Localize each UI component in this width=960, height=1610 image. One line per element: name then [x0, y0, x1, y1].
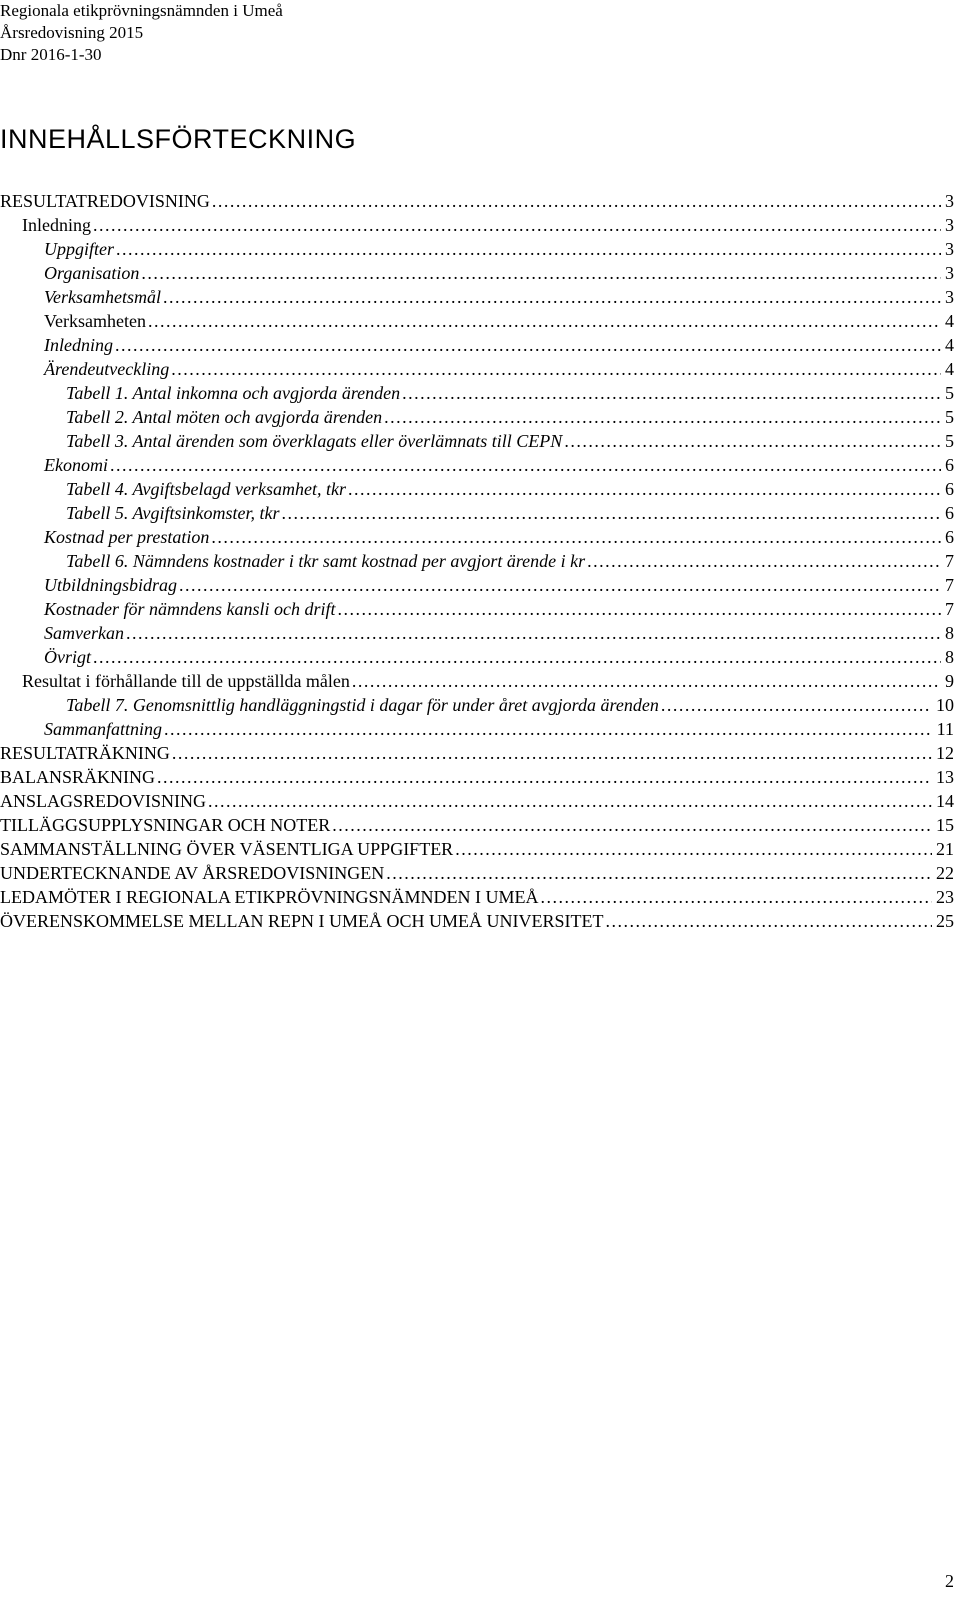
toc-entry-page: 5 [941, 381, 960, 405]
toc-dot-leader [148, 309, 941, 333]
toc-dot-leader [605, 909, 932, 933]
document-header [0, 0, 283, 66]
toc-entry-page: 25 [932, 909, 960, 933]
toc-entry-label: TILLÄGGSUPPLYSNINGAR OCH NOTER [0, 815, 331, 835]
toc-dot-leader [172, 741, 932, 765]
toc-dot-leader [332, 813, 932, 837]
header-report-title: Årsredovisning 2015 [0, 23, 144, 42]
toc-entry-label: Kostnader för nämndens kansli och drift [44, 599, 336, 619]
toc-dot-leader [179, 573, 941, 597]
toc-entry-label: Ekonomi [44, 455, 108, 475]
toc-entry-label: Tabell 6. Nämndens kostnader i tkr samt kostnad per avgjort ärende i kr [66, 551, 586, 571]
toc-entry-label: Inledning [22, 215, 91, 235]
toc-entry-label: Tabell 3. Antal ärenden som överklagats eller överlämnats till CEPN [66, 431, 563, 451]
toc-entry-page: 21 [932, 837, 960, 861]
toc-entry[interactable] [0, 333, 960, 357]
toc-dot-leader [93, 645, 941, 669]
toc-entry[interactable] [0, 885, 960, 909]
toc-entry-page: 3 [941, 213, 960, 237]
toc-entry-page: 4 [941, 333, 960, 357]
toc-entry-page: 3 [941, 285, 960, 309]
toc-entry-label: RESULTATREDOVISNING [0, 191, 210, 211]
toc-entry[interactable] [0, 213, 960, 237]
toc-dot-leader [141, 261, 941, 285]
toc-entry[interactable] [0, 501, 960, 525]
toc-entry[interactable] [0, 717, 960, 741]
toc-dot-leader [564, 429, 941, 453]
toc-entry-page: 15 [932, 813, 960, 837]
toc-entry-label: Kostnad per prestation [44, 527, 210, 547]
header-registration-number: Dnr 2016-1-30 [0, 45, 102, 64]
toc-entry[interactable] [0, 621, 960, 645]
toc-entry-page: 13 [932, 765, 960, 789]
toc-dot-leader [211, 525, 941, 549]
toc-entry-label: Verksamhetsmål [44, 287, 161, 307]
toc-entry-label: Ärendeutveckling [44, 359, 170, 379]
toc-entry-label: ANSLAGSREDOVISNING [0, 791, 207, 811]
toc-entry-label: Organisation [44, 263, 140, 283]
toc-entry-label: Tabell 4. Avgiftsbelagd verksamhet, tkr [66, 479, 346, 499]
toc-entry-label: Tabell 7. Genomsnittlig handläggningstid i dagar för under året avgjorda ärenden [66, 695, 659, 715]
toc-entry[interactable] [0, 669, 960, 693]
toc-dot-leader [126, 621, 941, 645]
toc-entry[interactable] [0, 861, 960, 885]
toc-dot-leader [116, 237, 941, 261]
toc-entry-page: 12 [932, 741, 960, 765]
toc-entry-page: 6 [941, 501, 960, 525]
toc-dot-leader [115, 333, 941, 357]
toc-dot-leader [171, 357, 941, 381]
toc-entry[interactable] [0, 357, 960, 381]
toc-entry-label: Uppgifter [44, 239, 114, 259]
toc-entry-page: 8 [941, 645, 960, 669]
toc-entry[interactable] [0, 693, 960, 717]
toc-dot-leader [661, 693, 932, 717]
toc-entry[interactable] [0, 813, 960, 837]
toc-entry-page: 3 [941, 237, 960, 261]
toc-entry-label: Samverkan [44, 623, 124, 643]
toc-entry[interactable] [0, 549, 960, 573]
toc-entry-label: Utbildningsbidrag [44, 575, 178, 595]
toc-dot-leader [386, 861, 932, 885]
toc-entry[interactable] [0, 597, 960, 621]
toc-entry-page: 10 [932, 693, 960, 717]
toc-entry-label: Sammanfattning [44, 719, 163, 739]
toc-dot-leader [352, 669, 941, 693]
toc-entry-page: 6 [941, 453, 960, 477]
toc-dot-leader [384, 405, 941, 429]
toc-entry-label: Tabell 2. Antal möten och avgjorda ärenden [66, 407, 383, 427]
toc-entry-page: 14 [932, 789, 960, 813]
toc-entry[interactable] [0, 837, 960, 861]
toc-entry-page: 22 [932, 861, 960, 885]
toc-dot-leader [212, 189, 941, 213]
toc-dot-leader [348, 477, 941, 501]
toc-dot-leader [93, 213, 941, 237]
toc-dot-leader [164, 717, 933, 741]
toc-entry-page: 7 [941, 597, 960, 621]
table-of-contents [0, 189, 960, 933]
toc-entry-page: 3 [941, 261, 960, 285]
toc-entry[interactable] [0, 309, 960, 333]
toc-dot-leader [282, 501, 941, 525]
toc-entry-page: 4 [941, 309, 960, 333]
toc-entry-page: 8 [941, 621, 960, 645]
toc-entry[interactable] [0, 909, 960, 933]
toc-entry-label: BALANSRÄKNING [0, 767, 156, 787]
toc-entry[interactable] [0, 573, 960, 597]
toc-dot-leader [157, 765, 932, 789]
toc-entry[interactable] [0, 765, 960, 789]
toc-entry-page: 6 [941, 477, 960, 501]
toc-entry-page: 6 [941, 525, 960, 549]
toc-entry[interactable] [0, 285, 960, 309]
toc-entry-label: Resultat i förhållande till de uppställda målen [22, 671, 350, 691]
toc-entry[interactable] [0, 189, 960, 213]
toc-entry[interactable] [0, 789, 960, 813]
toc-entry-label: Inledning [44, 335, 113, 355]
toc-dot-leader [540, 885, 932, 909]
toc-entry-label: Tabell 1. Antal inkomna och avgjorda ärenden [66, 383, 401, 403]
toc-dot-leader [587, 549, 941, 573]
toc-entry-page: 5 [941, 405, 960, 429]
toc-dot-leader [402, 381, 941, 405]
toc-entry-page: 7 [941, 573, 960, 597]
toc-entry[interactable] [0, 429, 960, 453]
toc-entry[interactable] [0, 477, 960, 501]
toc-entry-label: ÖVERENSKOMMELSE MELLAN REPN I UMEÅ OCH UMEÅ UNIVERSITET [0, 911, 604, 931]
toc-entry[interactable] [0, 405, 960, 429]
toc-entry[interactable] [0, 381, 960, 405]
toc-entry[interactable] [0, 453, 960, 477]
toc-entry[interactable] [0, 237, 960, 261]
toc-entry[interactable] [0, 741, 960, 765]
toc-entry-page: 5 [941, 429, 960, 453]
toc-entry[interactable] [0, 645, 960, 669]
toc-entry-page: 7 [941, 549, 960, 573]
toc-entry[interactable] [0, 525, 960, 549]
toc-entry[interactable] [0, 261, 960, 285]
toc-entry-label: Tabell 5. Avgiftsinkomster, tkr [66, 503, 280, 523]
page-number: 2 [945, 1571, 954, 1591]
toc-entry-label: RESULTATRÄKNING [0, 743, 170, 763]
toc-entry-label: Verksamheten [44, 311, 146, 331]
toc-entry-label: SAMMANSTÄLLNING ÖVER VÄSENTLIGA UPPGIFTER [0, 839, 454, 859]
toc-dot-leader [455, 837, 932, 861]
toc-entry-page: 23 [932, 885, 960, 909]
toc-entry-label: UNDERTECKNANDE AV ÅRSREDOVISNINGEN [0, 863, 385, 883]
toc-entry-page: 11 [933, 717, 960, 741]
toc-dot-leader [110, 453, 941, 477]
toc-entry-page: 4 [941, 357, 960, 381]
toc-entry-label: LEDAMÖTER I REGIONALA ETIKPRÖVNINGSNÄMNDEN I UMEÅ [0, 887, 539, 907]
toc-entry-label: Övrigt [44, 647, 91, 667]
toc-entry-page: 9 [941, 669, 960, 693]
toc-entry-page: 3 [941, 189, 960, 213]
toc-dot-leader [163, 285, 941, 309]
header-organization: Regionala etikprövningsnämnden i Umeå [0, 1, 283, 20]
toc-dot-leader [338, 597, 942, 621]
toc-dot-leader [208, 789, 932, 813]
page-title: INNEHÅLLSFÖRTECKNING [0, 124, 357, 154]
